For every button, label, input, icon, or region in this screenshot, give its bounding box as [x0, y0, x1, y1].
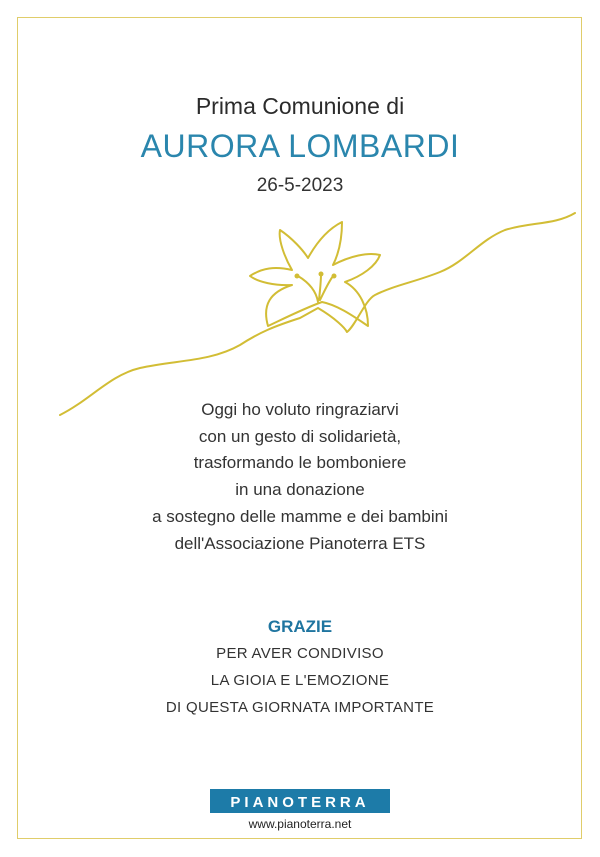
- website-url[interactable]: www.pianoterra.net: [248, 817, 352, 831]
- thanks-line: LA GIOIA E L'EMOZIONE: [210, 672, 390, 689]
- event-date: 26-5-2023: [256, 175, 344, 196]
- thanks-heading: GRAZIE: [267, 617, 333, 636]
- message-line: in una donazione: [235, 480, 365, 499]
- message-line: a sostegno delle mamme e dei bambini: [152, 507, 448, 526]
- thanks-line: DI QUESTA GIORNATA IMPORTANTE: [165, 699, 435, 716]
- message-line: Oggi ho voluto ringraziarvi: [201, 400, 399, 419]
- child-name: AURORA LOMBARDI: [140, 128, 460, 164]
- event-title: Prima Comunione di: [195, 93, 405, 119]
- thanks-line: PER AVER CONDIVISO: [216, 645, 384, 662]
- message-line: trasformando le bomboniere: [193, 453, 407, 472]
- message-line: dell'Associazione Pianoterra ETS: [174, 534, 426, 553]
- pianoterra-logo: PIANOTERRA: [210, 789, 390, 813]
- message-line: con un gesto di solidarietà,: [198, 427, 402, 446]
